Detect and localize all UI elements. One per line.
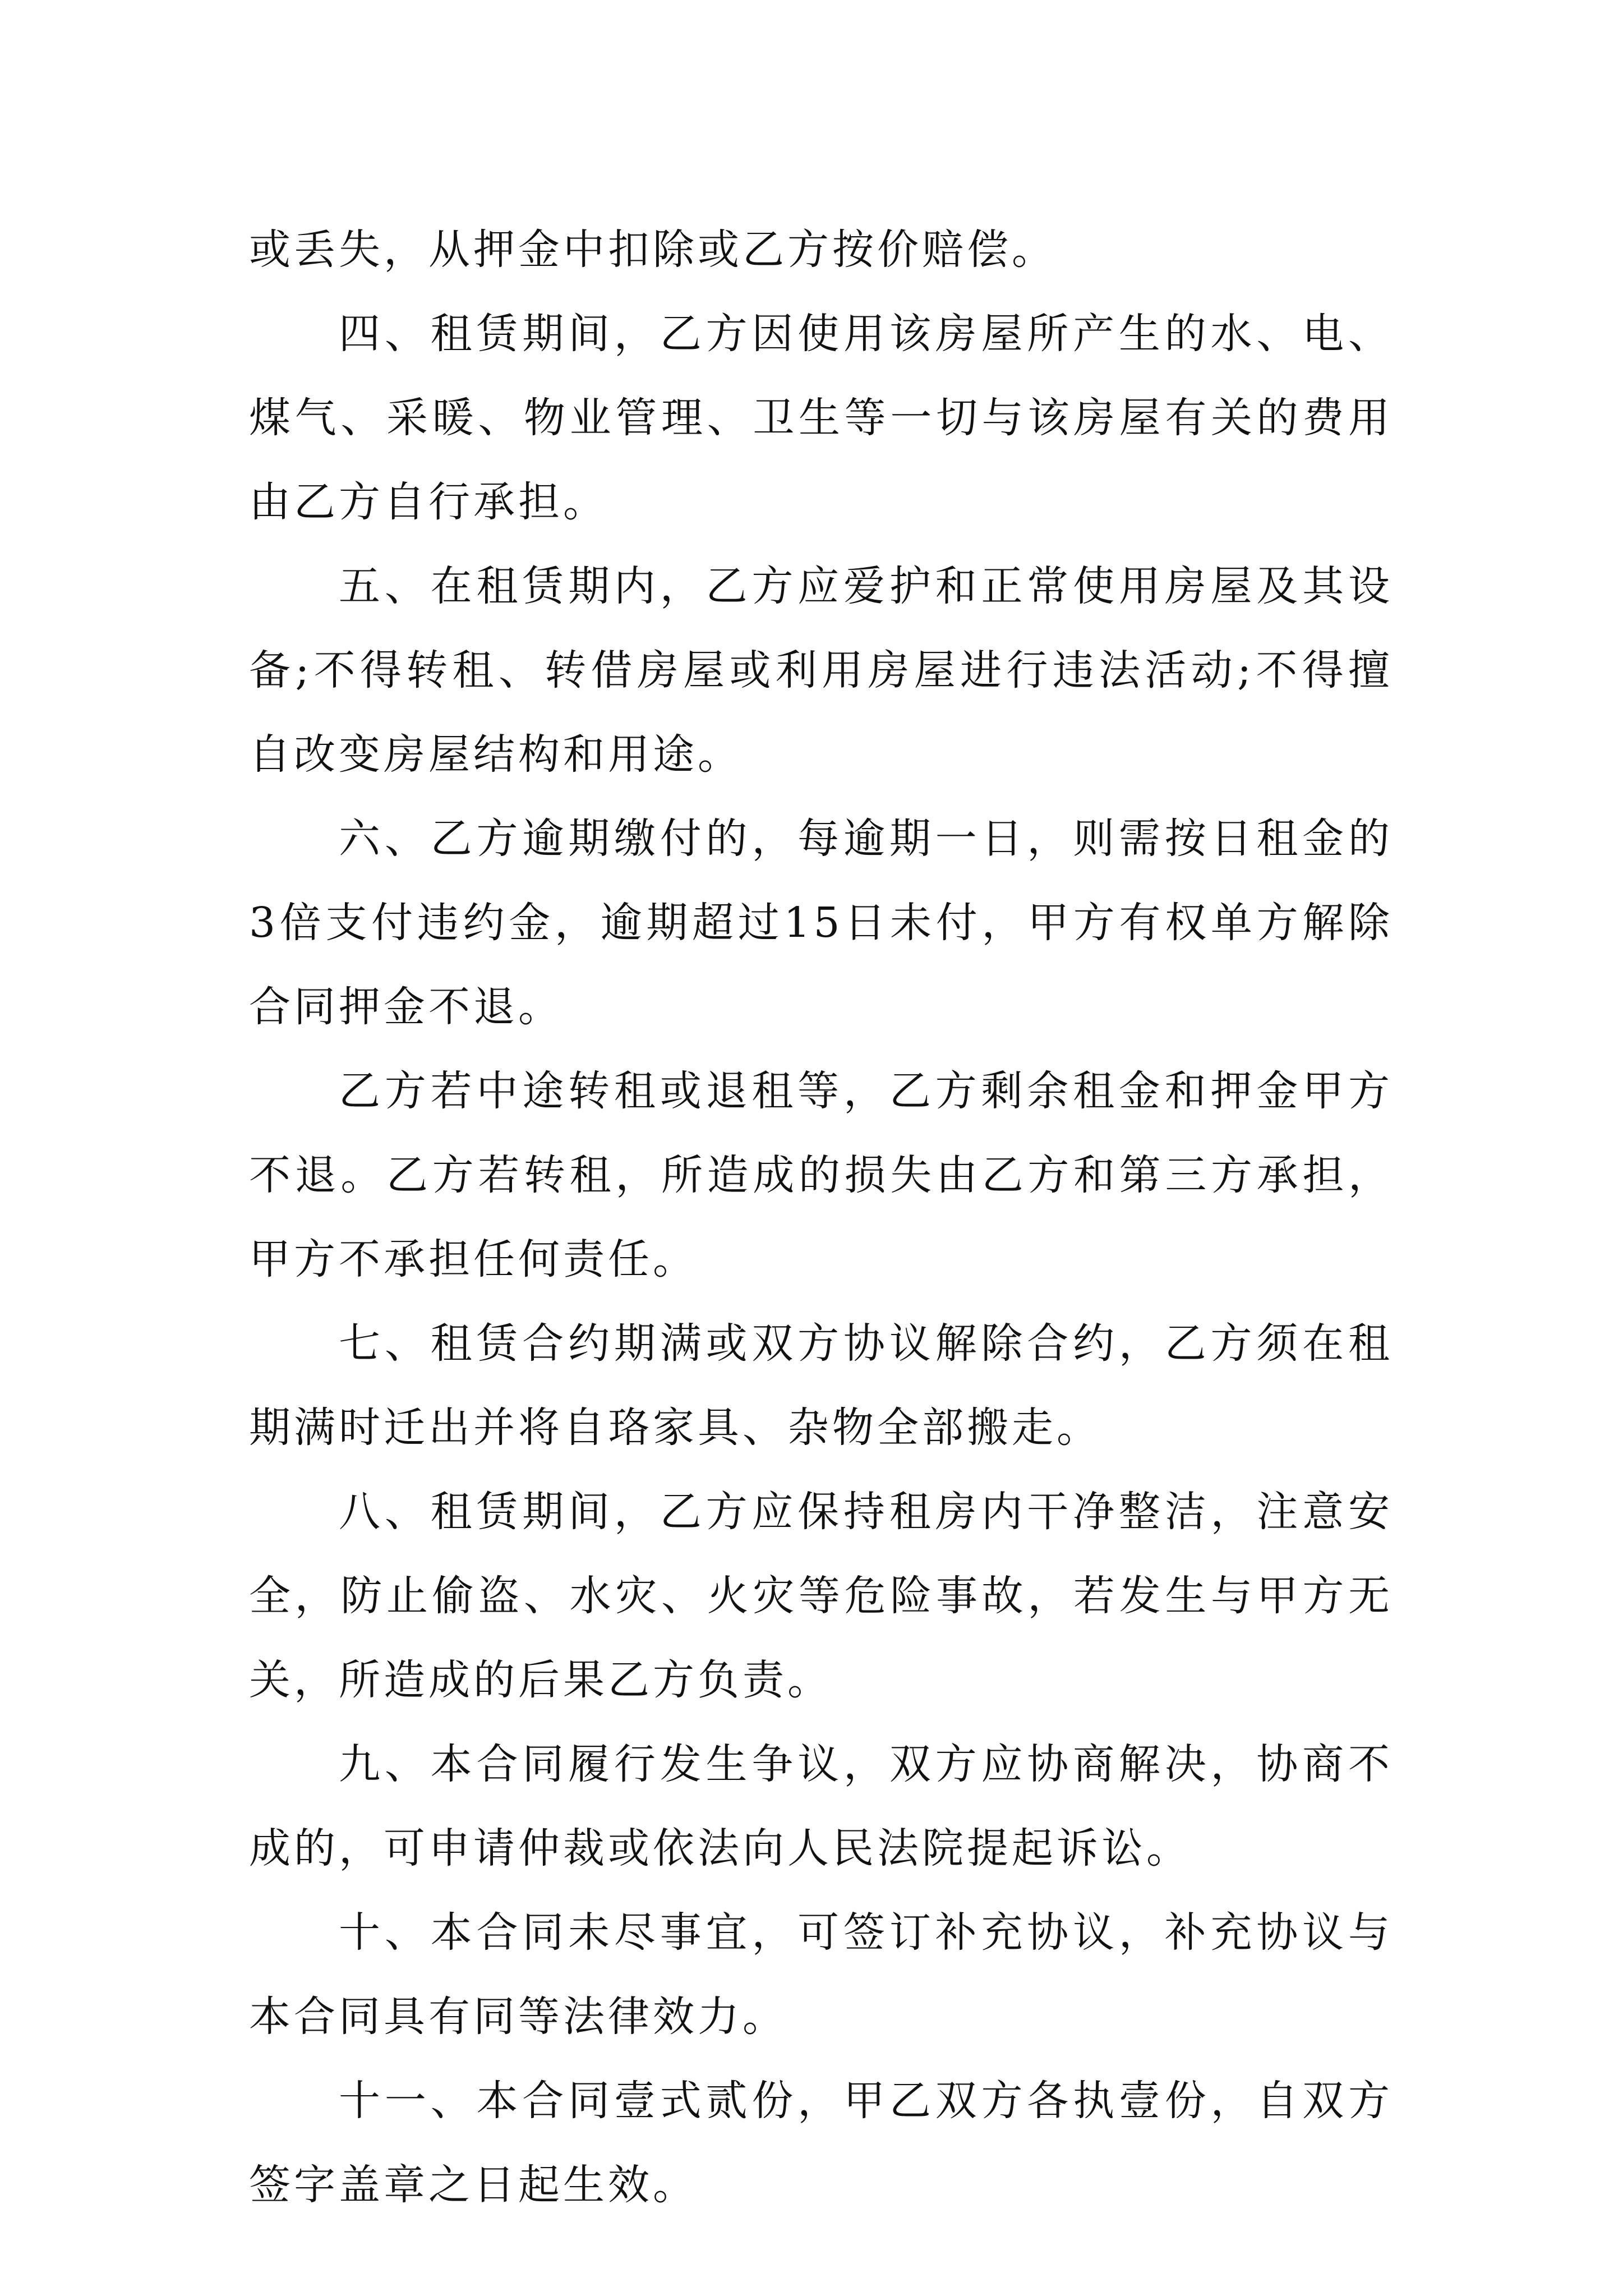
paragraph-clause-10: 十、本合同未尽事宜，可签订补充协议，补充协议与本合同具有同等法律效力。 [249, 1908, 1393, 2041]
contract-body [249, 208, 1393, 2227]
paragraph-clause-9: 九、本合同履行发生争议，双方应协商解决，协商不成的，可申请仲裁或依法向人民法院提起诉讼。 [249, 1740, 1393, 1872]
paragraph-clause-11: 十一、本合同壹式贰份，甲乙双方各执壹份，自双方签字盖章之日起生效。 [249, 2077, 1393, 2209]
paragraph-clause-8: 八、租赁期间，乙方应保持租房内干净整洁，注意安全，防止偷盗、水灾、火灾等危险事故，若发生与甲方无关，所造成的后果乙方负责。 [249, 1488, 1393, 1704]
paragraph-clause-5: 五、在租赁期内，乙方应爱护和正常使用房屋及其设备;不得转租、转借房屋或利用房屋进行违法活动;不得擅自改变房屋结构和用途。 [249, 562, 1393, 779]
paragraph-sublease-note: 乙方若中途转租或退租等，乙方剩余租金和押金甲方不退。乙方若转租，所造成的损失由乙方和第三方承担，甲方不承担任何责任。 [249, 1067, 1393, 1283]
paragraph-clause-6: 六、乙方逾期缴付的，每逾期一日，则需按日租金的3倍支付违约金，逾期超过15日未付，甲方有权单方解除合同押金不退。 [249, 815, 1393, 1031]
paragraph-clause-4: 四、租赁期间，乙方因使用该房屋所产生的水、电、煤气、采暖、物业管理、卫生等一切与该房屋有关的费用由乙方自行承担。 [249, 310, 1393, 526]
paragraph-deposit-deduction: 或丢失，从押金中扣除或乙方按价赔偿。 [249, 226, 1057, 274]
paragraph-clause-7: 七、租赁合约期满或双方协议解除合约，乙方须在租期满时迁出并将自珞家具、杂物全部搬走。 [249, 1319, 1393, 1452]
